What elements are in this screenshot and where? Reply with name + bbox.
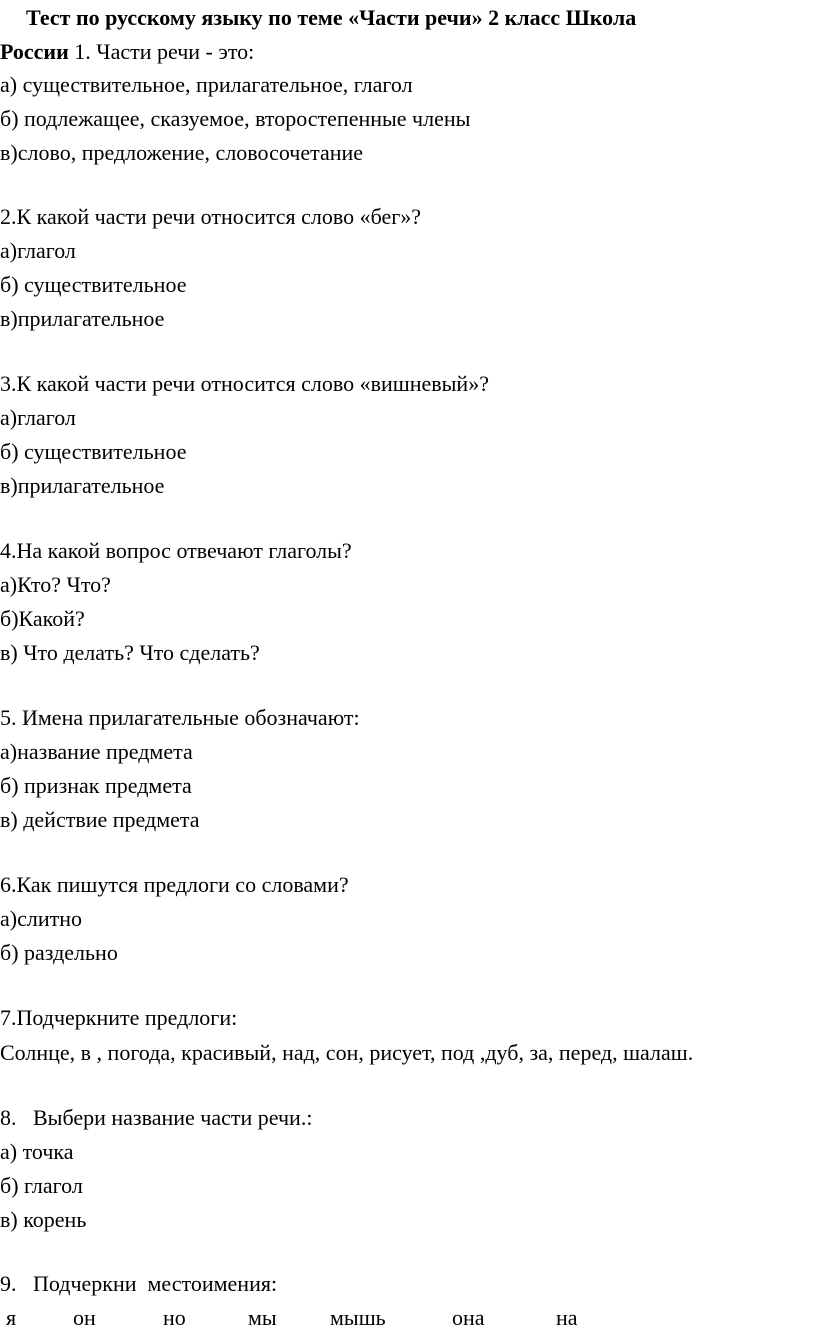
q9-word: на — [556, 1305, 578, 1330]
q1-option-c: в)слово, предложение, словосочетание — [0, 140, 364, 165]
q2-option-a: а)глагол — [0, 238, 76, 263]
q1-question-line — [0, 39, 254, 65]
q3-option-a: а)глагол — [0, 405, 76, 430]
q5-option-a: а)название предмета — [0, 739, 193, 764]
q2-question: 2.К какой части речи относится слово «бег»? — [0, 204, 422, 229]
q5-question: 5. Имена прилагательные обозначают: — [0, 705, 360, 730]
q2-option-c: в)прилагательное — [0, 306, 165, 331]
q8-option-c: в) корень — [0, 1207, 87, 1232]
q9-word: но — [163, 1305, 186, 1330]
q7-word-list: Солнце, в , погода, красивый, над, сон, рисует, под ,дуб, за, перед, шалаш. — [0, 1040, 694, 1065]
q1-option-a: а) существительное, прилагательное, глагол — [0, 72, 413, 97]
q1-question: 1. Части речи - это: — [68, 39, 255, 64]
q9-word: я — [6, 1305, 17, 1330]
q9-word: мышь — [330, 1305, 386, 1330]
q9-word: она — [452, 1305, 485, 1330]
q5-option-b: б) признак предмета — [0, 773, 192, 798]
q4-option-a: а)Кто? Что? — [0, 572, 111, 597]
q3-option-c: в)прилагательное — [0, 473, 165, 498]
title-continuation: России — [0, 39, 69, 64]
q9-word: он — [73, 1305, 96, 1330]
q9-question: 9. Подчеркни местоимения: — [0, 1271, 278, 1296]
q7-question: 7.Подчеркните предлоги: — [0, 1005, 238, 1030]
q8-option-a: а) точка — [0, 1139, 74, 1164]
q8-option-b: б) глагол — [0, 1173, 83, 1198]
q5-option-c: в) действие предмета — [0, 807, 200, 832]
q9-word-list — [0, 1305, 816, 1335]
q4-question: 4.На какой вопрос отвечают глаголы? — [0, 538, 352, 563]
q1-option-b: б) подлежащее, сказуемое, второстепенные члены — [0, 106, 471, 131]
q6-option-a: а)слитно — [0, 906, 82, 931]
q3-option-b: б) существительное — [0, 439, 187, 464]
q2-option-b: б) существительное — [0, 272, 187, 297]
page-title: Тест по русскому языку по теме «Части речи» 2 класс Школа — [26, 5, 637, 30]
q4-option-b: б)Какой? — [0, 606, 85, 631]
q4-option-c: в) Что делать? Что сделать? — [0, 640, 260, 665]
q3-question: 3.К какой части речи относится слово «вишневый»? — [0, 371, 489, 396]
q6-option-b: б) раздельно — [0, 940, 118, 965]
q8-question: 8. Выбери название части речи.: — [0, 1105, 313, 1130]
q6-question: 6.Как пишутся предлоги со словами? — [0, 872, 349, 897]
q9-word: мы — [248, 1305, 277, 1330]
